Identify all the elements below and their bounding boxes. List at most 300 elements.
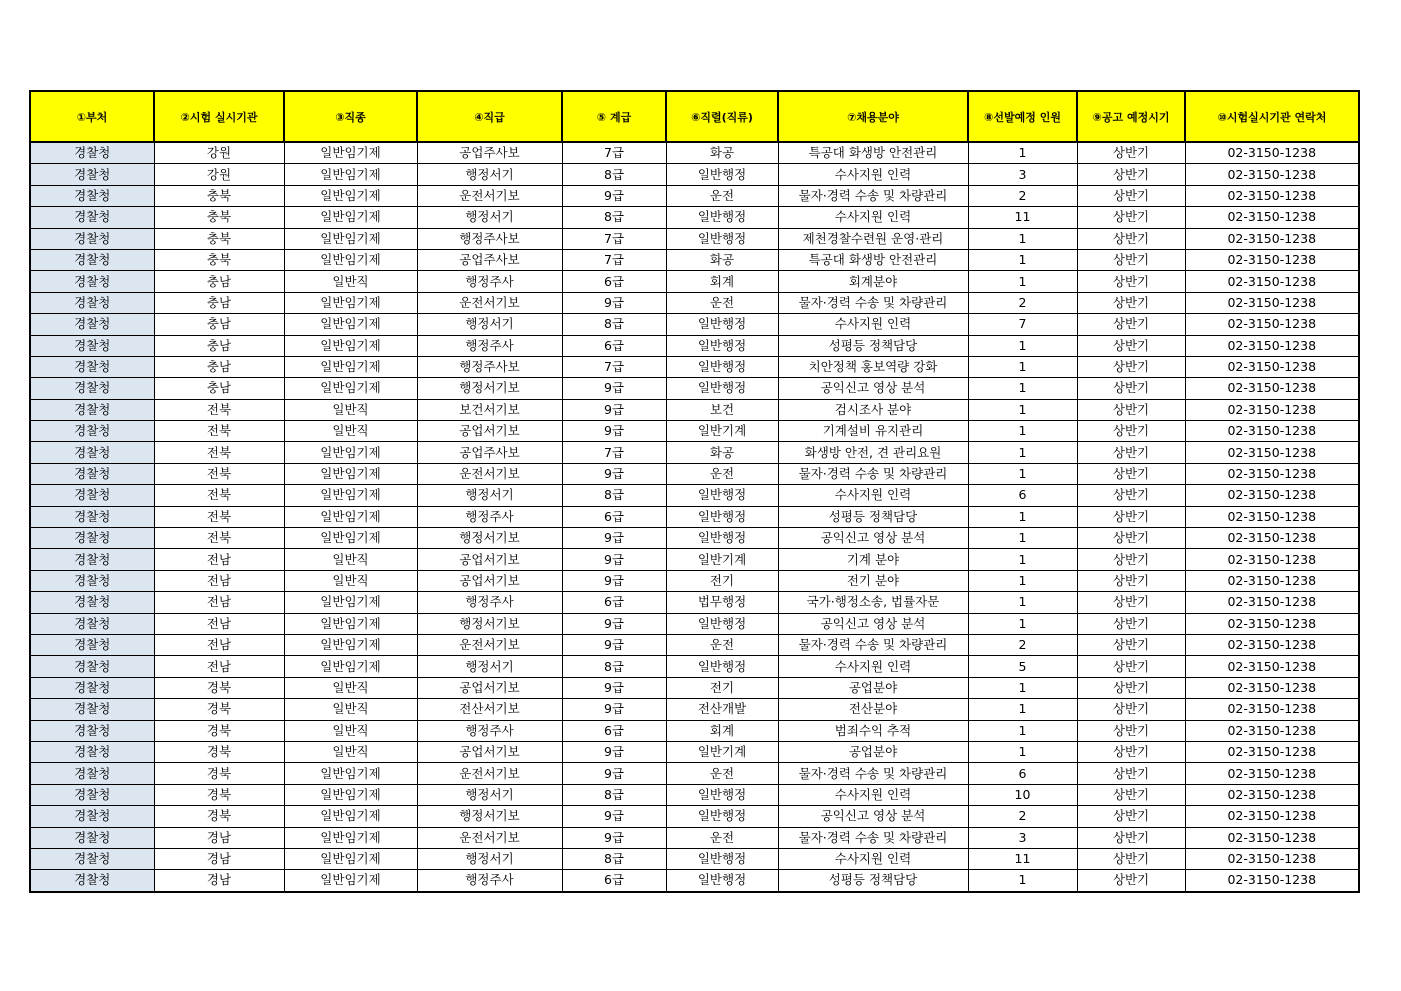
ministry-cell: 경찰청 xyxy=(30,399,154,420)
grade-cell: 9급 xyxy=(562,292,666,313)
job-type-cell: 일반임기제 xyxy=(284,613,417,634)
table-row xyxy=(30,378,1359,399)
agency-contact-cell: 02-3150-1238 xyxy=(1185,763,1359,784)
job-series-cell: 일반행정 xyxy=(666,848,778,869)
table-row xyxy=(30,463,1359,484)
exam-agency-cell: 경북 xyxy=(154,699,284,720)
position-cell: 운전서기보 xyxy=(417,185,562,206)
job-series-cell: 일반행정 xyxy=(666,656,778,677)
exam-agency-cell: 전북 xyxy=(154,421,284,442)
grade-cell: 6급 xyxy=(562,870,666,892)
position-cell: 행정서기 xyxy=(417,485,562,506)
agency-contact-cell: 02-3150-1238 xyxy=(1185,335,1359,356)
grade-cell: 6급 xyxy=(562,506,666,527)
agency-contact-cell: 02-3150-1238 xyxy=(1185,164,1359,185)
agency-contact-cell: 02-3150-1238 xyxy=(1185,720,1359,741)
grade-cell: 9급 xyxy=(562,677,666,698)
recruit-field-cell: 화생방 안전, 견 관리요원 xyxy=(778,442,968,463)
planned-count-cell: 6 xyxy=(968,485,1077,506)
ministry-cell: 경찰청 xyxy=(30,870,154,892)
position-cell: 운전서기보 xyxy=(417,634,562,655)
recruit-field-cell: 공익신고 영상 분석 xyxy=(778,806,968,827)
ministry-cell: 경찰청 xyxy=(30,185,154,206)
planned-count-cell: 1 xyxy=(968,271,1077,292)
planned-count-cell: 1 xyxy=(968,506,1077,527)
grade-cell: 9급 xyxy=(562,570,666,591)
table-row xyxy=(30,292,1359,313)
recruit-field-cell: 공업분야 xyxy=(778,741,968,762)
exam-agency-cell: 전북 xyxy=(154,399,284,420)
job-type-cell: 일반임기제 xyxy=(284,142,417,164)
announce-period-cell: 상반기 xyxy=(1077,399,1185,420)
recruit-field-cell: 국가·행정소송, 법률자문 xyxy=(778,592,968,613)
table-row xyxy=(30,207,1359,228)
announce-period-cell: 상반기 xyxy=(1077,506,1185,527)
job-series-cell: 일반행정 xyxy=(666,506,778,527)
job-type-cell: 일반임기제 xyxy=(284,656,417,677)
job-type-cell: 일반직 xyxy=(284,570,417,591)
ministry-cell: 경찰청 xyxy=(30,314,154,335)
announce-period-cell: 상반기 xyxy=(1077,806,1185,827)
table-row xyxy=(30,870,1359,892)
ministry-cell: 경찰청 xyxy=(30,506,154,527)
planned-count-cell: 1 xyxy=(968,592,1077,613)
job-series-cell: 일반행정 xyxy=(666,164,778,185)
position-cell: 공업서기보 xyxy=(417,421,562,442)
job-type-cell: 일반임기제 xyxy=(284,592,417,613)
agency-contact-cell: 02-3150-1238 xyxy=(1185,142,1359,164)
job-type-cell: 일반임기제 xyxy=(284,763,417,784)
agency-contact-cell: 02-3150-1238 xyxy=(1185,549,1359,570)
ministry-cell: 경찰청 xyxy=(30,442,154,463)
agency-contact-cell: 02-3150-1238 xyxy=(1185,506,1359,527)
announce-period-cell: 상반기 xyxy=(1077,784,1185,805)
grade-cell: 7급 xyxy=(562,142,666,164)
exam-agency-cell: 전북 xyxy=(154,528,284,549)
grade-cell: 7급 xyxy=(562,442,666,463)
grade-cell: 6급 xyxy=(562,271,666,292)
position-cell: 공업주사보 xyxy=(417,442,562,463)
ministry-cell: 경찰청 xyxy=(30,763,154,784)
recruit-field-cell: 수사지원 인력 xyxy=(778,784,968,805)
table-row xyxy=(30,634,1359,655)
announce-period-cell: 상반기 xyxy=(1077,549,1185,570)
recruit-field-cell: 회계분야 xyxy=(778,271,968,292)
position-cell: 공업주사보 xyxy=(417,142,562,164)
grade-cell: 8급 xyxy=(562,207,666,228)
job-type-cell: 일반직 xyxy=(284,741,417,762)
job-series-cell: 운전 xyxy=(666,292,778,313)
position-cell: 공업서기보 xyxy=(417,741,562,762)
agency-contact-cell: 02-3150-1238 xyxy=(1185,378,1359,399)
table-row xyxy=(30,827,1359,848)
job-type-cell: 일반직 xyxy=(284,699,417,720)
recruit-field-cell: 기계설비 유지관리 xyxy=(778,421,968,442)
header-exam-agency: ②시험 실시기관 xyxy=(154,91,284,142)
planned-count-cell: 1 xyxy=(968,528,1077,549)
position-cell: 공업서기보 xyxy=(417,549,562,570)
exam-agency-cell: 충남 xyxy=(154,292,284,313)
position-cell: 행정주사 xyxy=(417,870,562,892)
exam-agency-cell: 충남 xyxy=(154,314,284,335)
recruit-field-cell: 물자·경력 수송 및 차량관리 xyxy=(778,292,968,313)
announce-period-cell: 상반기 xyxy=(1077,207,1185,228)
agency-contact-cell: 02-3150-1238 xyxy=(1185,528,1359,549)
exam-agency-cell: 충북 xyxy=(154,228,284,249)
table-row xyxy=(30,335,1359,356)
position-cell: 행정서기 xyxy=(417,656,562,677)
job-type-cell: 일반임기제 xyxy=(284,442,417,463)
job-type-cell: 일반임기제 xyxy=(284,463,417,484)
planned-count-cell: 1 xyxy=(968,228,1077,249)
recruit-field-cell: 수사지원 인력 xyxy=(778,314,968,335)
agency-contact-cell: 02-3150-1238 xyxy=(1185,207,1359,228)
table-row xyxy=(30,314,1359,335)
recruit-field-cell: 전산분야 xyxy=(778,699,968,720)
recruit-field-cell: 공익신고 영상 분석 xyxy=(778,378,968,399)
exam-agency-cell: 전북 xyxy=(154,506,284,527)
exam-agency-cell: 전남 xyxy=(154,656,284,677)
grade-cell: 7급 xyxy=(562,249,666,270)
position-cell: 행정서기보 xyxy=(417,378,562,399)
planned-count-cell: 1 xyxy=(968,870,1077,892)
exam-agency-cell: 충남 xyxy=(154,335,284,356)
exam-agency-cell: 경북 xyxy=(154,720,284,741)
exam-agency-cell: 강원 xyxy=(154,164,284,185)
table-row xyxy=(30,528,1359,549)
position-cell: 운전서기보 xyxy=(417,827,562,848)
recruit-field-cell: 수사지원 인력 xyxy=(778,485,968,506)
job-series-cell: 운전 xyxy=(666,185,778,206)
exam-agency-cell: 경북 xyxy=(154,677,284,698)
grade-cell: 9급 xyxy=(562,613,666,634)
planned-count-cell: 1 xyxy=(968,335,1077,356)
ministry-cell: 경찰청 xyxy=(30,720,154,741)
table-row xyxy=(30,720,1359,741)
position-cell: 운전서기보 xyxy=(417,763,562,784)
planned-count-cell: 1 xyxy=(968,570,1077,591)
table-row xyxy=(30,848,1359,869)
agency-contact-cell: 02-3150-1238 xyxy=(1185,570,1359,591)
exam-agency-cell: 전남 xyxy=(154,570,284,591)
grade-cell: 8급 xyxy=(562,848,666,869)
position-cell: 전산서기보 xyxy=(417,699,562,720)
exam-agency-cell: 전남 xyxy=(154,613,284,634)
grade-cell: 8급 xyxy=(562,485,666,506)
announce-period-cell: 상반기 xyxy=(1077,634,1185,655)
header-ministry: ①부처 xyxy=(30,91,154,142)
job-type-cell: 일반임기제 xyxy=(284,784,417,805)
grade-cell: 9급 xyxy=(562,634,666,655)
job-type-cell: 일반임기제 xyxy=(284,848,417,869)
announce-period-cell: 상반기 xyxy=(1077,528,1185,549)
job-type-cell: 일반임기제 xyxy=(284,528,417,549)
agency-contact-cell: 02-3150-1238 xyxy=(1185,271,1359,292)
job-series-cell: 회계 xyxy=(666,271,778,292)
position-cell: 행정서기보 xyxy=(417,806,562,827)
planned-count-cell: 1 xyxy=(968,399,1077,420)
recruit-field-cell: 범죄수익 추적 xyxy=(778,720,968,741)
planned-count-cell: 3 xyxy=(968,827,1077,848)
planned-count-cell: 1 xyxy=(968,677,1077,698)
recruit-field-cell: 치안정책 홍보역량 강화 xyxy=(778,356,968,377)
agency-contact-cell: 02-3150-1238 xyxy=(1185,463,1359,484)
exam-agency-cell: 전북 xyxy=(154,463,284,484)
exam-agency-cell: 충북 xyxy=(154,185,284,206)
job-series-cell: 법무행정 xyxy=(666,592,778,613)
exam-agency-cell: 충북 xyxy=(154,249,284,270)
ministry-cell: 경찰청 xyxy=(30,699,154,720)
planned-count-cell: 1 xyxy=(968,549,1077,570)
ministry-cell: 경찰청 xyxy=(30,485,154,506)
announce-period-cell: 상반기 xyxy=(1077,827,1185,848)
agency-contact-cell: 02-3150-1238 xyxy=(1185,699,1359,720)
planned-count-cell: 6 xyxy=(968,763,1077,784)
exam-agency-cell: 충남 xyxy=(154,271,284,292)
ministry-cell: 경찰청 xyxy=(30,249,154,270)
recruit-field-cell: 수사지원 인력 xyxy=(778,164,968,185)
job-series-cell: 전기 xyxy=(666,570,778,591)
position-cell: 행정서기보 xyxy=(417,528,562,549)
agency-contact-cell: 02-3150-1238 xyxy=(1185,613,1359,634)
planned-count-cell: 11 xyxy=(968,848,1077,869)
announce-period-cell: 상반기 xyxy=(1077,421,1185,442)
grade-cell: 9급 xyxy=(562,421,666,442)
grade-cell: 9급 xyxy=(562,185,666,206)
ministry-cell: 경찰청 xyxy=(30,784,154,805)
planned-count-cell: 2 xyxy=(968,634,1077,655)
job-type-cell: 일반임기제 xyxy=(284,207,417,228)
exam-agency-cell: 전남 xyxy=(154,592,284,613)
ministry-cell: 경찰청 xyxy=(30,827,154,848)
grade-cell: 9급 xyxy=(562,763,666,784)
position-cell: 행정서기 xyxy=(417,784,562,805)
announce-period-cell: 상반기 xyxy=(1077,763,1185,784)
recruitment-table xyxy=(29,90,1360,893)
position-cell: 행정서기 xyxy=(417,164,562,185)
job-series-cell: 일반기계 xyxy=(666,549,778,570)
agency-contact-cell: 02-3150-1238 xyxy=(1185,741,1359,762)
grade-cell: 6급 xyxy=(562,592,666,613)
exam-agency-cell: 경남 xyxy=(154,827,284,848)
recruit-field-cell: 제천경찰수련원 운영·관리 xyxy=(778,228,968,249)
exam-agency-cell: 전남 xyxy=(154,634,284,655)
job-series-cell: 일반기계 xyxy=(666,741,778,762)
announce-period-cell: 상반기 xyxy=(1077,442,1185,463)
job-type-cell: 일반임기제 xyxy=(284,870,417,892)
job-type-cell: 일반임기제 xyxy=(284,185,417,206)
table-row xyxy=(30,142,1359,164)
position-cell: 공업서기보 xyxy=(417,677,562,698)
planned-count-cell: 1 xyxy=(968,720,1077,741)
announce-period-cell: 상반기 xyxy=(1077,228,1185,249)
planned-count-cell: 3 xyxy=(968,164,1077,185)
agency-contact-cell: 02-3150-1238 xyxy=(1185,399,1359,420)
ministry-cell: 경찰청 xyxy=(30,570,154,591)
recruit-field-cell: 수사지원 인력 xyxy=(778,848,968,869)
planned-count-cell: 10 xyxy=(968,784,1077,805)
announce-period-cell: 상반기 xyxy=(1077,848,1185,869)
grade-cell: 9급 xyxy=(562,741,666,762)
announce-period-cell: 상반기 xyxy=(1077,699,1185,720)
announce-period-cell: 상반기 xyxy=(1077,656,1185,677)
recruit-field-cell: 물자·경력 수송 및 차량관리 xyxy=(778,463,968,484)
exam-agency-cell: 강원 xyxy=(154,142,284,164)
planned-count-cell: 1 xyxy=(968,142,1077,164)
agency-contact-cell: 02-3150-1238 xyxy=(1185,292,1359,313)
planned-count-cell: 1 xyxy=(968,741,1077,762)
planned-count-cell: 7 xyxy=(968,314,1077,335)
ministry-cell: 경찰청 xyxy=(30,207,154,228)
exam-agency-cell: 충남 xyxy=(154,356,284,377)
position-cell: 행정주사 xyxy=(417,271,562,292)
ministry-cell: 경찰청 xyxy=(30,848,154,869)
job-series-cell: 운전 xyxy=(666,634,778,655)
grade-cell: 9급 xyxy=(562,399,666,420)
position-cell: 행정주사 xyxy=(417,335,562,356)
ministry-cell: 경찰청 xyxy=(30,741,154,762)
planned-count-cell: 1 xyxy=(968,421,1077,442)
ministry-cell: 경찰청 xyxy=(30,164,154,185)
table-row xyxy=(30,421,1359,442)
position-cell: 공업서기보 xyxy=(417,570,562,591)
planned-count-cell: 1 xyxy=(968,378,1077,399)
agency-contact-cell: 02-3150-1238 xyxy=(1185,485,1359,506)
recruit-field-cell: 성평등 정책담당 xyxy=(778,870,968,892)
job-series-cell: 일반행정 xyxy=(666,378,778,399)
exam-agency-cell: 전북 xyxy=(154,485,284,506)
job-series-cell: 일반행정 xyxy=(666,228,778,249)
job-series-cell: 일반행정 xyxy=(666,806,778,827)
recruit-field-cell: 기계 분야 xyxy=(778,549,968,570)
job-type-cell: 일반임기제 xyxy=(284,249,417,270)
grade-cell: 6급 xyxy=(562,720,666,741)
header-row xyxy=(30,91,1359,142)
ministry-cell: 경찰청 xyxy=(30,356,154,377)
position-cell: 공업주사보 xyxy=(417,249,562,270)
announce-period-cell: 상반기 xyxy=(1077,613,1185,634)
job-series-cell: 일반행정 xyxy=(666,314,778,335)
table-row xyxy=(30,549,1359,570)
grade-cell: 9급 xyxy=(562,378,666,399)
ministry-cell: 경찰청 xyxy=(30,549,154,570)
announce-period-cell: 상반기 xyxy=(1077,271,1185,292)
job-series-cell: 일반행정 xyxy=(666,613,778,634)
table-row xyxy=(30,185,1359,206)
exam-agency-cell: 경북 xyxy=(154,741,284,762)
grade-cell: 9급 xyxy=(562,463,666,484)
planned-count-cell: 5 xyxy=(968,656,1077,677)
recruit-field-cell: 수사지원 인력 xyxy=(778,207,968,228)
position-cell: 행정서기 xyxy=(417,848,562,869)
position-cell: 행정서기 xyxy=(417,207,562,228)
ministry-cell: 경찰청 xyxy=(30,656,154,677)
table-row xyxy=(30,271,1359,292)
job-type-cell: 일반직 xyxy=(284,677,417,698)
position-cell: 운전서기보 xyxy=(417,292,562,313)
header-grade: ⑤ 계급 xyxy=(562,91,666,142)
announce-period-cell: 상반기 xyxy=(1077,292,1185,313)
job-series-cell: 일반행정 xyxy=(666,335,778,356)
position-cell: 행정주사 xyxy=(417,506,562,527)
agency-contact-cell: 02-3150-1238 xyxy=(1185,784,1359,805)
job-type-cell: 일반직 xyxy=(284,399,417,420)
agency-contact-cell: 02-3150-1238 xyxy=(1185,827,1359,848)
grade-cell: 9급 xyxy=(562,528,666,549)
job-type-cell: 일반임기제 xyxy=(284,164,417,185)
table-row xyxy=(30,485,1359,506)
header-announce-period: ⑨공고 예정시기 xyxy=(1077,91,1185,142)
agency-contact-cell: 02-3150-1238 xyxy=(1185,870,1359,892)
job-type-cell: 일반임기제 xyxy=(284,806,417,827)
recruit-field-cell: 수사지원 인력 xyxy=(778,656,968,677)
exam-agency-cell: 경남 xyxy=(154,870,284,892)
exam-agency-cell: 경북 xyxy=(154,784,284,805)
announce-period-cell: 상반기 xyxy=(1077,356,1185,377)
position-cell: 행정서기보 xyxy=(417,613,562,634)
job-type-cell: 일반임기제 xyxy=(284,485,417,506)
agency-contact-cell: 02-3150-1238 xyxy=(1185,356,1359,377)
planned-count-cell: 2 xyxy=(968,185,1077,206)
exam-agency-cell: 경북 xyxy=(154,763,284,784)
planned-count-cell: 1 xyxy=(968,249,1077,270)
job-type-cell: 일반임기제 xyxy=(284,228,417,249)
exam-agency-cell: 충북 xyxy=(154,207,284,228)
planned-count-cell: 1 xyxy=(968,356,1077,377)
table-body xyxy=(30,142,1359,892)
job-series-cell: 일반기계 xyxy=(666,421,778,442)
table-row xyxy=(30,806,1359,827)
ministry-cell: 경찰청 xyxy=(30,677,154,698)
recruit-field-cell: 물자·경력 수송 및 차량관리 xyxy=(778,185,968,206)
ministry-cell: 경찰청 xyxy=(30,271,154,292)
job-series-cell: 운전 xyxy=(666,463,778,484)
ministry-cell: 경찰청 xyxy=(30,528,154,549)
job-series-cell: 보건 xyxy=(666,399,778,420)
recruit-field-cell: 물자·경력 수송 및 차량관리 xyxy=(778,827,968,848)
announce-period-cell: 상반기 xyxy=(1077,592,1185,613)
planned-count-cell: 1 xyxy=(968,699,1077,720)
job-type-cell: 일반임기제 xyxy=(284,356,417,377)
grade-cell: 8급 xyxy=(562,656,666,677)
agency-contact-cell: 02-3150-1238 xyxy=(1185,314,1359,335)
ministry-cell: 경찰청 xyxy=(30,228,154,249)
announce-period-cell: 상반기 xyxy=(1077,720,1185,741)
job-type-cell: 일반임기제 xyxy=(284,634,417,655)
job-series-cell: 운전 xyxy=(666,827,778,848)
agency-contact-cell: 02-3150-1238 xyxy=(1185,421,1359,442)
table-row xyxy=(30,249,1359,270)
announce-period-cell: 상반기 xyxy=(1077,185,1185,206)
table-row xyxy=(30,356,1359,377)
position-cell: 운전서기보 xyxy=(417,463,562,484)
planned-count-cell: 1 xyxy=(968,463,1077,484)
planned-count-cell: 11 xyxy=(968,207,1077,228)
exam-agency-cell: 전남 xyxy=(154,549,284,570)
ministry-cell: 경찰청 xyxy=(30,378,154,399)
announce-period-cell: 상반기 xyxy=(1077,870,1185,892)
job-type-cell: 일반직 xyxy=(284,720,417,741)
header-recruit-field: ⑦채용분야 xyxy=(778,91,968,142)
recruit-field-cell: 공익신고 영상 분석 xyxy=(778,613,968,634)
exam-agency-cell: 충남 xyxy=(154,378,284,399)
ministry-cell: 경찰청 xyxy=(30,292,154,313)
agency-contact-cell: 02-3150-1238 xyxy=(1185,677,1359,698)
job-type-cell: 일반직 xyxy=(284,271,417,292)
grade-cell: 7급 xyxy=(562,356,666,377)
table-row xyxy=(30,164,1359,185)
grade-cell: 7급 xyxy=(562,228,666,249)
